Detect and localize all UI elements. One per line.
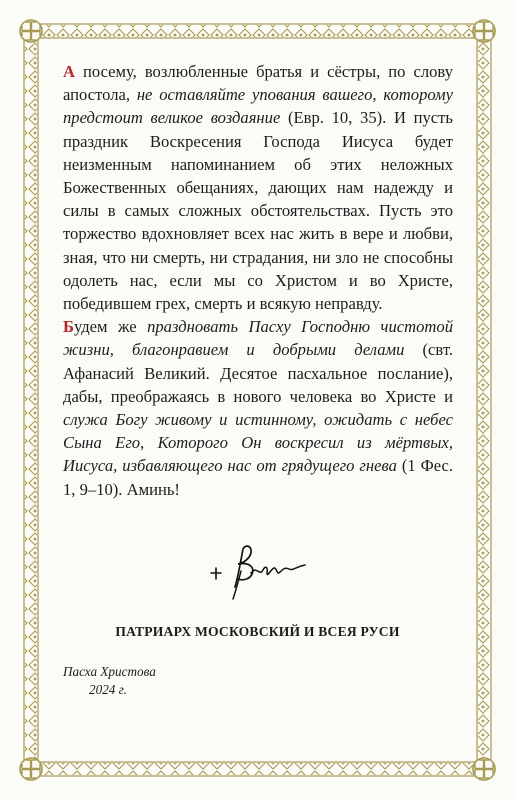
handwritten-signature [205,543,315,605]
text-run: (1 Фес. 1, 9–10). Аминь! [63,456,453,499]
quote-italic: служа Богу живому и истинному, ожидать с небес Сына Его, Которого Он воскресил из мёртвых, Иисуса, избавляющего нас от грядущего гнева [63,410,453,476]
date-place [63,663,156,699]
drop-cap: Б [63,317,74,337]
border-lattice-ornament-icon [25,763,490,775]
text-run: (Евр. 10, 35). И пусть праздник Воскресения Господа Иисуса будет неизменным напоминанием об этих неложных Божественных обещаниях, дающих нам надежду и силы в самых сложных обстоятельствах. Пусть это торжество вдохновляет всех нас жить в вере и любви, зная, что ни смерть, ни страдания, ни зло не способны одолеть нас, если мы со Христом и во Христе, победившем грех, смерть и всякую неправду. [63,108,453,314]
text-run: (свт. Афанасий Великий. Десятое пасхальное послание), дабы, преображаясь в нового человека во Христе и [63,340,453,406]
border-lattice-ornament-icon [25,25,490,37]
corner-cross-ornament-icon [473,758,495,780]
quote-italic: не оставляйте упования вашего, которому предстоит великое воздаяние [63,85,454,128]
corner-cross-ornament-icon [20,20,42,42]
letter-body [63,60,453,501]
paragraph-1 [63,60,453,315]
corner-cross-ornament-icon [20,758,42,780]
text-run: удем же [73,317,148,337]
signer-title: ПАТРИАРХ МОСКОВСКИЙ И ВСЕЯ РУСИ [115,624,400,639]
paragraph-2 [63,315,453,501]
corner-cross-ornament-icon [473,20,495,42]
year-line: 2024 г. [89,682,127,697]
border-lattice-ornament-icon [478,37,490,763]
place-line: Пасха Христова [63,664,156,679]
quote-italic: праздновать Пасху Господню чистотой жизни, благонравием и добрыми делами [63,317,453,360]
drop-cap: А [63,62,75,81]
text-run: посему, возлюбленные братья и сёстры, по слову апостола, [63,62,453,105]
border-lattice-ornament-icon [25,37,37,763]
